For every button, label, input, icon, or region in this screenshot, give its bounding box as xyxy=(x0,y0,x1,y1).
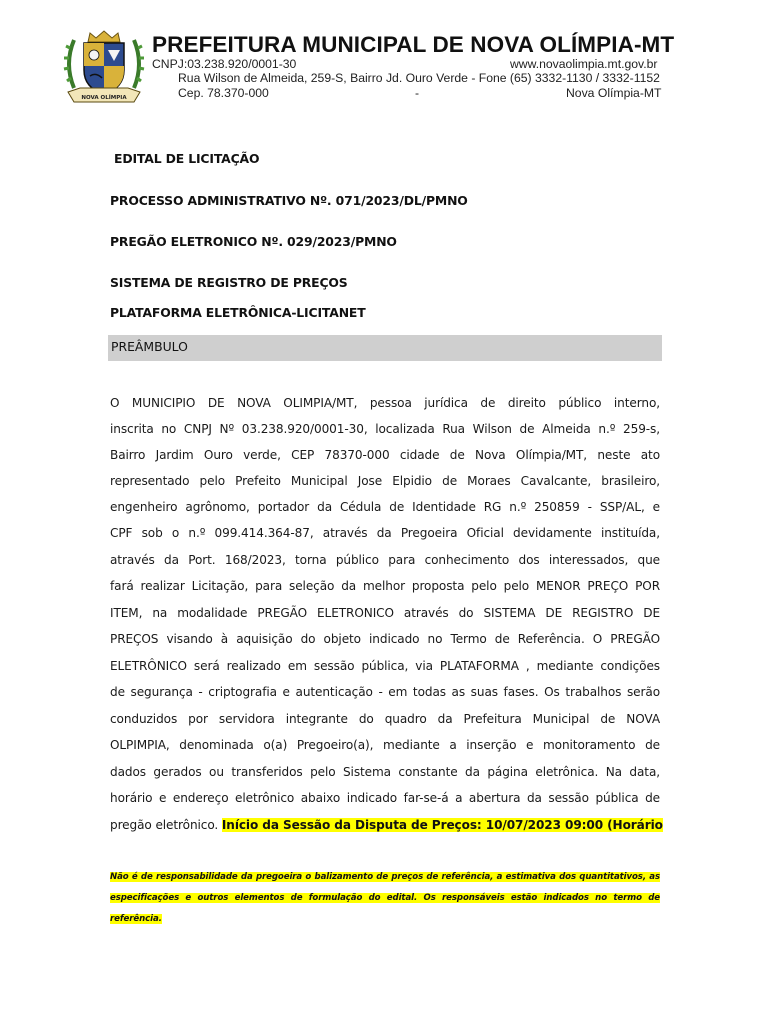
body-line: fará realizar Licitação, para seleção da melhor proposta pelo pelo MENOR PREÇO POR xyxy=(110,579,660,593)
body-line: O MUNICIPIO DE NOVA OLIMPIA/MT, pessoa jurídica de direito público interno, xyxy=(110,396,660,410)
footnote-line xyxy=(110,892,660,904)
body-line: Bairro Jardim Ouro verde, CEP 78370-000 cidade de Nova Olímpia/MT, neste ato xyxy=(110,448,660,462)
heading-edital: EDITAL DE LICITAÇÃO xyxy=(114,151,260,166)
letterhead-website: www.novaolimpia.mt.gov.br xyxy=(510,57,658,71)
body-line: engenheiro agrônomo, portador da Cédula de Identidade RG n.º 250859 - SSP/AL, e xyxy=(110,500,660,514)
crest-ribbon-text: NOVA OLÍMPIA xyxy=(81,95,127,101)
letterhead-cep: Cep. 78.370-000 xyxy=(178,86,269,100)
body-line: OLPIMPIA, denominada o(a) Pregoeiro(a), mediante a inserção e monitoramento de xyxy=(110,738,660,752)
body-last-line xyxy=(110,817,663,833)
letterhead-title: PREFEITURA MUNICIPAL DE NOVA OLÍMPIA-MT xyxy=(152,32,675,57)
body-line: horário e endereço eletrônico abaixo indicado far-se-á a abertura da sessão pública de xyxy=(110,791,660,805)
body-line: CPF sob o n.º 099.414.364-87, através da Pregoeira Oficial devidamente instituída, xyxy=(110,526,660,540)
body-line-prefix: pregão eletrônico. xyxy=(110,818,222,832)
body-line: conduzidos por servidora integrante do quadro da Prefeitura Municipal de NOVA xyxy=(110,712,660,726)
footnote-line xyxy=(110,913,660,925)
preambulo-heading: PREÂMBULO xyxy=(111,339,188,354)
body-line: ELETRÔNICO será realizado em sessão pública, via PLATAFORMA , mediante condições xyxy=(110,659,660,673)
letterhead-cnpj: CNPJ:03.238.920/0001-30 xyxy=(152,57,297,71)
body-line: PREÇOS visando à aquisição do objeto indicado no Termo de Referência. O PREGÃO xyxy=(110,632,660,646)
heading-sistema: SISTEMA DE REGISTRO DE PREÇOS xyxy=(110,275,348,290)
body-line: através da Port. 168/2023, torna público para conhecimento dos interessados, que xyxy=(110,553,660,567)
footnote-text: especificações e outros elementos de formulação do edital. Os responsáveis estão indicados no termo de xyxy=(110,893,660,903)
footnote-text: referência. xyxy=(110,914,162,924)
letterhead-separator: - xyxy=(415,86,420,100)
body-line: inscrita no CNPJ Nº 03.238.920/0001-30, localizada Rua Wilson de Almeida n.º 259-s, xyxy=(110,422,660,436)
preambulo-section-bar xyxy=(108,335,662,361)
footnote-text: Não é de responsabilidade da pregoeira o balizamento de preços de referência, a estimativa dos quantitativos, as xyxy=(110,872,660,882)
footnote-line xyxy=(110,871,660,883)
body-line: de segurança - criptografia e autenticação - em todas as suas fases. Os trabalhos serão xyxy=(110,685,660,699)
municipal-crest-icon xyxy=(60,30,148,108)
letterhead-address: Rua Wilson de Almeida, 259-S, Bairro Jd. Ouro Verde - Fone (65) 3332-1130 / 3332-1152 xyxy=(178,71,660,85)
heading-plataforma: PLATAFORMA ELETRÔNICA-LICITANET xyxy=(110,305,366,320)
heading-pregao: PREGÃO ELETRONICO Nº. 029/2023/PMNO xyxy=(110,234,397,249)
body-line: dados gerados ou transferidos pelo Sistema constante da página eletrônica. Na data, xyxy=(110,765,660,779)
heading-processo: PROCESSO ADMINISTRATIVO Nº. 071/2023/DL/PMNO xyxy=(110,193,468,208)
letterhead-city: Nova Olímpia-MT xyxy=(566,86,662,100)
body-line: ITEM, na modalidade PREGÃO ELETRONICO através do SISTEMA DE REGISTRO DE xyxy=(110,606,660,620)
session-start-highlight: Início da Sessão da Disputa de Preços: 10/07/2023 09:00 (Horário xyxy=(221,818,663,832)
body-line: representado pelo Prefeito Municipal Jose Elpidio de Moraes Cavalcante, brasileiro, xyxy=(110,474,660,488)
